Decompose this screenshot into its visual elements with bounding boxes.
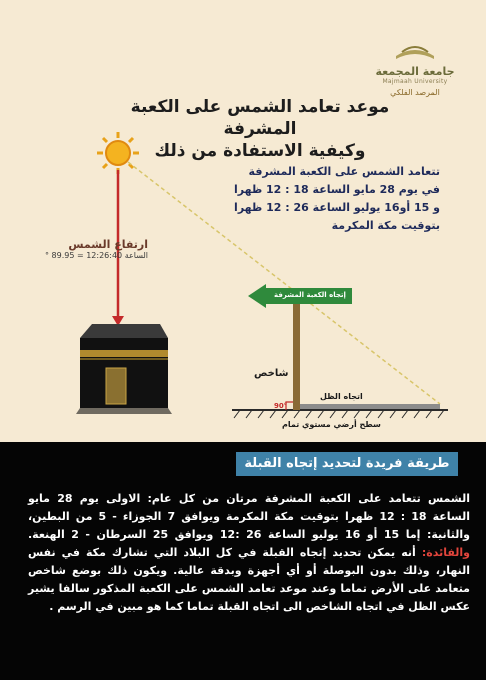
ground-label: سطح أرضي مستوي تمام [282, 420, 381, 429]
kaaba-icon [76, 324, 172, 414]
university-name-en: Majmaah University [382, 78, 448, 85]
facts-line-4: بتوقيت مكة المكرمة [331, 219, 440, 232]
university-logo [370, 40, 460, 97]
title-line-2: وكيفية الاستفادة من ذلك [154, 141, 366, 161]
book-logo-icon [392, 40, 438, 62]
sun-altitude-label: ارتفاع الشمس [68, 238, 148, 251]
banner-body [28, 490, 470, 616]
shadow-bar [298, 404, 440, 409]
shakhes-stick [293, 298, 300, 410]
sun-altitude [28, 238, 148, 260]
facts-line-3: و 15 أو16 يوليو الساعة 26 : 12 ظهرا [234, 201, 440, 214]
qibla-direction-label: إتجاه الكعبة المشرفة [274, 291, 346, 299]
banner-heading: طريقة فريدة لتحديد إتجاه القبلة [236, 452, 458, 476]
benefit-label: والفائدة: [421, 546, 470, 559]
sun-altitude-time: الساعة 12:26:40 = 89.95 ° [44, 251, 148, 260]
observatory-name: المرصد الفلكي [390, 88, 440, 97]
facts-line-2: في يوم 28 مايو الساعة 18 : 12 ظهرا [233, 183, 440, 196]
university-name: جامعة المجمعة [375, 65, 455, 78]
shakhes-label: شاخص [254, 368, 289, 379]
body-paragraph-1: الشمس تتعامد على الكعبة المشرفة مرتان من كل عام: الاولى يوم 28 مايو الساعة 18 : 12 ظهرا بتوقيت مكة المكرمة ويوافق 7 الجوزاء - 5 من البطين، والثانية: إما 15 أو 16 يوليو الساعة 26 :12 ويوافق 25 السرطان - 2 الهنعة. [28, 492, 471, 541]
facts-line-1: تتعامد الشمس على الكعبة المشرفة [248, 165, 440, 178]
right-angle-label: 90° [274, 402, 288, 410]
page-title [120, 96, 400, 162]
shadow-direction-label: اتجاه الظل [320, 392, 363, 401]
body-paragraph-2: أنه يمكن تحديد إتجاه القبلة في كل البلاد التي تشارك مكة في نفس النهار، وذلك بدون البوصلة أو أي أجهزة وبدقة عالية. ويكون ذلك بوضع شاخص متعامد على الأرض تماما وعند موعد تعامد الشمس على الكعبة المذكور سالفا يشير عكس الظل في اتجاه الشاخص الى اتجاه القبلة تماما كما هو مبين في الرسم . [28, 546, 470, 613]
ground-hatch [234, 410, 444, 418]
facts-block [230, 163, 440, 235]
title-line-1: موعد تعامد الشمس على الكعبة المشرفة [130, 97, 390, 139]
